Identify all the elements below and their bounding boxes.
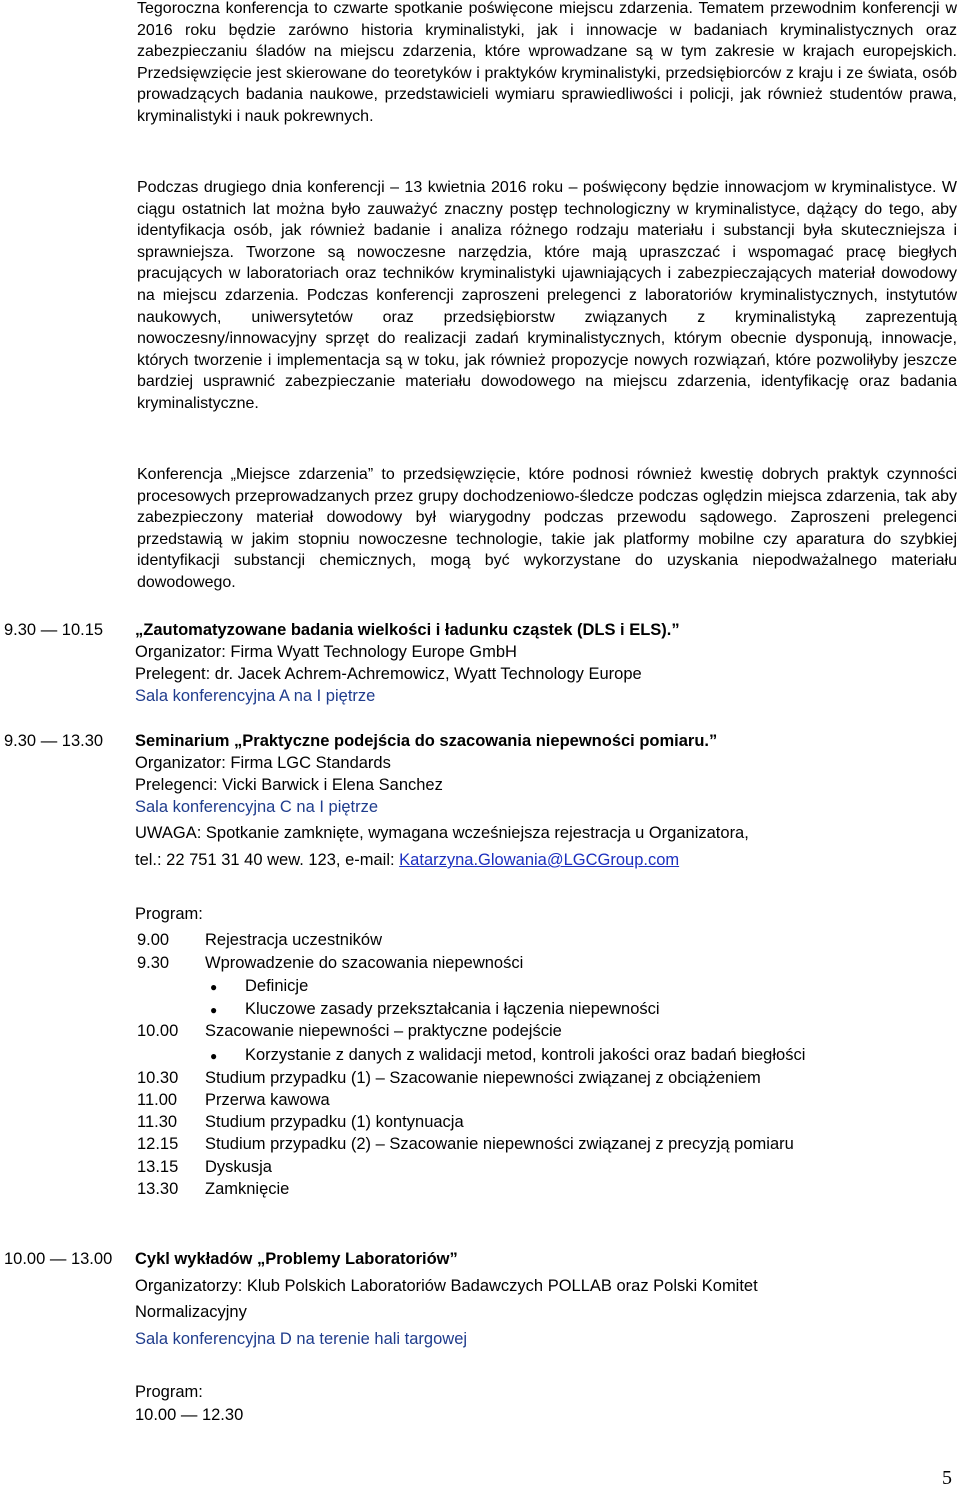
intro-paragraph-3 xyxy=(137,464,957,594)
session3-organizers-line1: Organizatorzy: Klub Polskich Laboratoriów Badawczych POLLAB oraz Polski Komitet xyxy=(135,1277,758,1295)
session1-title: „Zautomatyzowane badania wielkości i ładunku cząstek (DLS i ELS).” xyxy=(135,621,680,639)
session3-time: 10.00 — 13.00 xyxy=(4,1250,113,1268)
session2-organizer: Organizator: Firma LGC Standards xyxy=(135,754,391,772)
program-bullet: Kluczowe zasady przekształcania i łączenia niepewności xyxy=(245,1000,660,1018)
session2-email-link[interactable]: Katarzyna.Glowania@LGCGroup.com xyxy=(399,851,680,869)
session3-title: Cykl wykładów „Problemy Laboratoriów” xyxy=(135,1250,458,1268)
session2-program-label: Program: xyxy=(135,905,203,923)
program-bullet: Korzystanie z danych z walidacji metod, kontroli jakości oraz badań biegłości xyxy=(245,1046,806,1064)
intro-text-3: Konferencja „Miejsce zdarzenia” to przedsięwzięcie, które podnosi również kwestię dobrych praktyk czynności procesowych przeprowadzanych przez grupy dochodzeniowo-śledcze podczas oględzin miejsca zdarzenia, tak aby zabezpieczony materiał dowodowy był wiarygodny podczas przewodu sądowego. Zaproszeni prelegenci przedstawią w jakim stopniu nowoczesne technologie, takie jak platformy mobilne czy aparatura do szybkiej identyfikacji substancji chemicznych, mogą być wykorzystane do uzyskania niepodważalnego materiału dowodowego. xyxy=(137,466,957,591)
program-desc: Zamknięcie xyxy=(205,1180,290,1198)
page-number: 5 xyxy=(942,1467,952,1489)
program-desc: Studium przypadku (1) kontynuacja xyxy=(205,1113,464,1131)
session2-title: Seminarium „Praktyczne podejścia do szacowania niepewności pomiaru.” xyxy=(135,732,718,750)
program-desc: Szacowanie niepewności – praktyczne podejście xyxy=(205,1022,562,1040)
session2-room: Sala konferencyjna C na I piętrze xyxy=(135,798,379,816)
session3-organizers-line2: Normalizacyjny xyxy=(135,1303,247,1321)
intro-text-1: Tegoroczna konferencja to czwarte spotkanie poświęcone miejscu zdarzenia. Tematem przewodnim konferencji w 2016 roku będzie zarówno historia kryminalistyki, jak i innowacje w badaniach kryminalistycznych oraz zabezpieczaniu śladów na miejscu zdarzenia, które wprowadzane są w tym zakresie w krajach europejskich. Przedsięwzięcie jest skierowane do teoretyków i praktyków kryminalistyki, przedsiębiorców z kraju i ze świata, osób prowadzących badania naukowe, przedstawicieli wymiaru sprawiedliwości i policji, jak również studentów prawa, kryminalistyki i nauk pokrewnych. xyxy=(137,0,957,125)
intro-paragraph-2 xyxy=(137,177,957,415)
session1-room: Sala konferencyjna A na I piętrze xyxy=(135,687,376,705)
bullet-icon: ● xyxy=(210,1003,218,1017)
session1-organizer: Organizator: Firma Wyatt Technology Europe GmbH xyxy=(135,643,517,661)
session1-speaker: Prelegent: dr. Jacek Achrem-Achremowicz, Wyatt Technology Europe xyxy=(135,665,642,683)
program-desc: Przerwa kawowa xyxy=(205,1091,330,1109)
program-time: 13.15 xyxy=(137,1158,179,1176)
program-time: 11.30 xyxy=(137,1113,178,1131)
session2-note: UWAGA: Spotkanie zamknięte, wymagana wcześniejsza rejestracja u Organizatora, xyxy=(135,824,749,842)
program-time: 9.30 xyxy=(137,954,170,972)
bullet-icon: ● xyxy=(210,980,218,994)
program-time: 13.30 xyxy=(137,1180,179,1198)
program-time: 9.00 xyxy=(137,931,170,949)
session3-program-label: Program: xyxy=(135,1383,203,1401)
session2-speakers: Prelegenci: Vicki Barwick i Elena Sanchez xyxy=(135,776,443,794)
session3-program-time: 10.00 — 12.30 xyxy=(135,1406,244,1424)
intro-paragraph-1 xyxy=(137,0,957,128)
bullet-icon: ● xyxy=(210,1049,218,1063)
session2-contact xyxy=(135,851,679,870)
session1-time: 9.30 — 10.15 xyxy=(4,621,104,639)
program-time: 12.15 xyxy=(137,1135,179,1153)
program-bullet: Definicje xyxy=(245,977,309,995)
program-desc: Studium przypadku (1) – Szacowanie niepewności związanej z obciążeniem xyxy=(205,1069,761,1087)
program-desc: Studium przypadku (2) – Szacowanie niepewności związanej z precyzją pomiaru xyxy=(205,1135,794,1153)
session2-contact-prefix: tel.: 22 751 31 40 wew. 123, e-mail: xyxy=(135,851,400,869)
program-time: 10.00 xyxy=(137,1022,179,1040)
intro-text-2: Podczas drugiego dnia konferencji – 13 kwietnia 2016 roku – poświęcony będzie innowacjom w kryminalistyce. W ciągu ostatnich lat można było zauważyć znaczny postęp technologiczny w kryminalistyce, dążący do tego, aby identyfikacja osób, jak również badanie i analiza różnego rodzaju materiału i substancji była skuteczniejsza i sprawniejsza. Tworzone są nowoczesne narzędzia, które mają upraszczać i wspomagać pracę biegłych pracujących w laboratoriach oraz techników kryminalistyki ujawniających i zabezpieczających materiał dowodowy na miejscu zdarzenia. Podczas konferencji zaproszeni prelegenci z laboratoriów kryminalistycznych, instytutów naukowych, uniwersytetów oraz przedsiębiorstw związanych z kryminalistyką zaprezentują nowoczesny/innowacyjny sprzęt do realizacji zadań kryminalistycznych, którym obecnie dysponują, innowacje, których tworzenie i implementacja są w toku, jak również propozycje nowych rozwiązań, które pozwoliłyby jeszcze bardziej usprawnić zabezpieczanie materiału dowodowego na miejscu zdarzenia, identyfikację oraz badania kryminalistyczne. xyxy=(137,179,957,412)
program-time: 11.00 xyxy=(137,1091,178,1109)
program-desc: Dyskusja xyxy=(205,1158,272,1176)
program-time: 10.30 xyxy=(137,1069,179,1087)
session2-time: 9.30 — 13.30 xyxy=(4,732,104,750)
program-desc: Rejestracja uczestników xyxy=(205,931,382,949)
program-desc: Wprowadzenie do szacowania niepewności xyxy=(205,954,524,972)
session3-room: Sala konferencyjna D na terenie hali targowej xyxy=(135,1330,468,1348)
